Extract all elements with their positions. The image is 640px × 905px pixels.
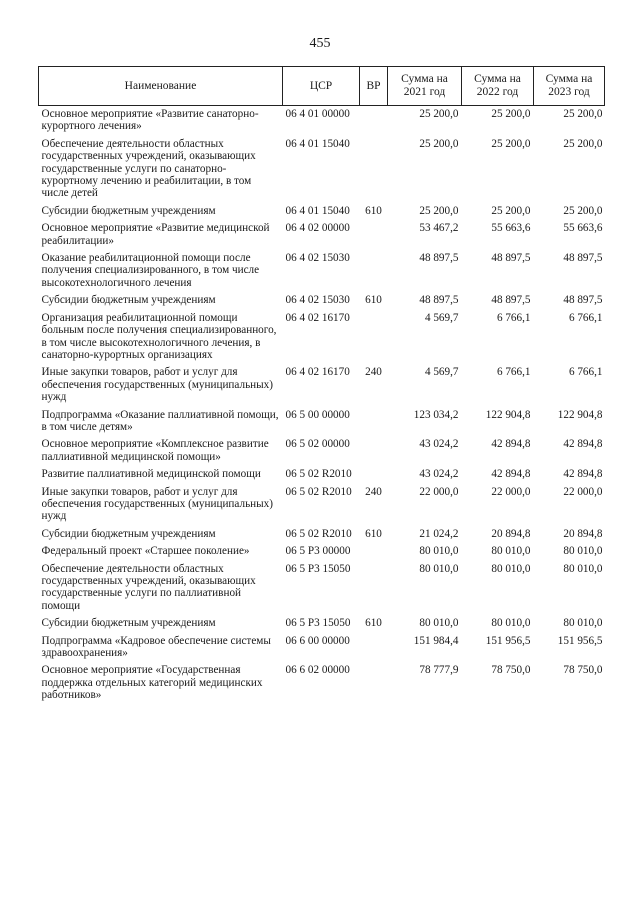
row-vr-cell xyxy=(360,563,388,618)
row-csr-cell: 06 4 02 16170 xyxy=(285,311,350,324)
row-2023-cell: 6 766,1 xyxy=(568,366,603,379)
row-2023-cell: 20 894,8 xyxy=(563,527,603,540)
row-vr-cell xyxy=(360,545,388,562)
column-header-csr: ЦСР xyxy=(283,67,360,106)
row-name-cell: Обеспечение деятельности областных государственных учреждений, оказывающих государственные услуги по паллиативной помощи xyxy=(41,562,256,612)
row-vr-cell: 610 xyxy=(365,204,382,217)
column-header-2021: Сумма на 2021 год xyxy=(388,67,462,106)
row-2022-cell: 78 750,0 xyxy=(491,664,531,677)
row-2021-cell: 123 034,2 xyxy=(413,408,459,421)
row-csr-cell: 06 4 02 16170 xyxy=(285,366,350,379)
table-row xyxy=(39,366,605,408)
row-vr-cell xyxy=(360,664,388,706)
row-csr-cell: 06 5 P3 15050 xyxy=(285,617,351,630)
row-csr-cell: 06 5 00 00000 xyxy=(285,408,350,421)
row-csr-cell: 06 6 02 00000 xyxy=(285,664,350,677)
row-vr-cell xyxy=(360,468,388,485)
table-row xyxy=(39,205,605,222)
row-2021-cell: 4 569,7 xyxy=(424,311,459,324)
row-vr-cell xyxy=(360,438,388,468)
row-csr-cell: 06 6 00 00000 xyxy=(285,634,350,647)
row-vr-cell xyxy=(360,252,388,294)
row-name-cell: Субсидии бюджетным учреждениям xyxy=(41,294,216,307)
row-2022-cell: 42 894,8 xyxy=(491,438,531,451)
row-name-cell: Организация реабилитационной помощи больным после получения специализированного, в том числе высокотехнологичного лечения, в санаторно-курортных организациях xyxy=(41,311,277,361)
row-name-cell: Подпрограмма «Оказание паллиативной помощи, в том числе детям» xyxy=(41,408,279,433)
row-2022-cell: 25 200,0 xyxy=(491,204,531,217)
row-2022-cell: 25 200,0 xyxy=(491,137,531,150)
row-2022-cell: 48 897,5 xyxy=(491,252,531,265)
row-csr-cell: 06 5 P3 00000 xyxy=(285,545,351,558)
row-2021-cell: 80 010,0 xyxy=(419,562,459,575)
row-csr-cell: 06 5 02 R2010 xyxy=(285,527,352,540)
row-2022-cell: 48 897,5 xyxy=(491,294,531,307)
row-2022-cell: 6 766,1 xyxy=(496,311,531,324)
row-2023-cell: 42 894,8 xyxy=(563,438,603,451)
row-vr-cell xyxy=(360,635,388,665)
page-number: 455 xyxy=(309,36,331,51)
row-2022-cell: 80 010,0 xyxy=(491,562,531,575)
row-2021-cell: 22 000,0 xyxy=(419,485,459,498)
row-name-cell: Обеспечение деятельности областных государственных учреждений, оказывающих государственные услуги по санаторно-курортному лечению и реабилитации, в том числе детей xyxy=(41,137,256,200)
row-2023-cell: 25 200,0 xyxy=(563,137,603,150)
table-header-row xyxy=(39,67,605,106)
row-vr-cell: 610 xyxy=(365,617,382,630)
row-csr-cell: 06 4 01 00000 xyxy=(285,108,350,120)
row-2022-cell: 25 200,0 xyxy=(491,108,531,120)
column-header-2023: Сумма на 2023 год xyxy=(534,67,605,106)
row-2022-cell: 151 956,5 xyxy=(485,634,531,647)
row-2022-cell: 42 894,8 xyxy=(491,468,531,481)
row-csr-cell: 06 5 02 R2010 xyxy=(285,468,352,481)
row-name-cell: Основное мероприятие «Развитие медицинской реабилитации» xyxy=(41,222,270,247)
table-row xyxy=(39,294,605,311)
column-header-2022: Сумма на 2022 год xyxy=(462,67,534,106)
row-2023-cell: 80 010,0 xyxy=(563,545,603,558)
row-name-cell: Субсидии бюджетным учреждениям xyxy=(41,527,216,540)
row-name-cell: Основное мероприятие «Комплексное развитие паллиативной медицинской помощи» xyxy=(41,438,269,463)
row-2023-cell: 22 000,0 xyxy=(563,485,603,498)
table-row xyxy=(39,617,605,634)
table-row xyxy=(39,312,605,367)
row-2023-cell: 48 897,5 xyxy=(563,294,603,307)
column-header-name: Наименование xyxy=(39,67,283,106)
row-name-cell: Подпрограмма «Кадровое обеспечение системы здравоохранения» xyxy=(41,634,271,660)
row-vr-cell xyxy=(360,222,388,252)
table-row xyxy=(39,252,605,294)
row-vr-cell: 610 xyxy=(365,527,382,540)
table-row xyxy=(39,545,605,562)
row-2022-cell: 22 000,0 xyxy=(491,485,531,498)
row-2021-cell: 80 010,0 xyxy=(419,617,459,630)
row-name-cell: Иные закупки товаров, работ и услуг для обеспечения государственных (муниципальных) нужд xyxy=(41,366,273,404)
row-name-cell: Субсидии бюджетным учреждениям xyxy=(41,204,216,217)
row-2023-cell: 25 200,0 xyxy=(563,108,603,120)
row-2023-cell: 151 956,5 xyxy=(557,634,603,647)
row-2021-cell: 43 024,2 xyxy=(419,438,459,451)
row-csr-cell: 06 5 02 00000 xyxy=(285,438,350,451)
row-2022-cell: 6 766,1 xyxy=(496,366,531,379)
row-name-cell: Основное мероприятие «Развитие санаторно-курортного лечения» xyxy=(41,108,259,133)
table-body xyxy=(39,106,605,707)
row-2022-cell: 80 010,0 xyxy=(491,545,531,558)
row-vr-cell xyxy=(360,312,388,367)
table-row xyxy=(39,138,605,205)
row-vr-cell: 240 xyxy=(365,485,382,498)
row-vr-cell xyxy=(360,106,388,138)
row-2023-cell: 80 010,0 xyxy=(563,562,603,575)
row-2023-cell: 122 904,8 xyxy=(557,408,603,421)
row-2023-cell: 48 897,5 xyxy=(563,252,603,265)
row-2023-cell: 78 750,0 xyxy=(563,664,603,677)
row-2021-cell: 151 984,4 xyxy=(413,634,459,647)
column-header-vr: ВР xyxy=(360,67,388,106)
row-csr-cell: 06 4 01 15040 xyxy=(285,204,350,217)
row-name-cell: Федеральный проект «Старшее поколение» xyxy=(41,545,250,558)
row-2021-cell: 78 777,9 xyxy=(419,664,459,677)
row-name-cell: Оказание реабилитационной помощи после получения специализированного, в том числе высокотехнологичного лечения xyxy=(41,252,260,289)
table-row xyxy=(39,438,605,468)
row-vr-cell: 240 xyxy=(365,366,382,379)
row-name-cell: Субсидии бюджетным учреждениям xyxy=(41,617,216,630)
row-name-cell: Иные закупки товаров, работ и услуг для обеспечения государственных (муниципальных) нужд xyxy=(41,485,273,523)
row-2023-cell: 25 200,0 xyxy=(563,204,603,217)
row-2023-cell: 80 010,0 xyxy=(563,617,603,630)
row-2021-cell: 25 200,0 xyxy=(419,137,459,150)
table-row xyxy=(39,486,605,528)
row-2021-cell: 80 010,0 xyxy=(419,545,459,558)
row-2021-cell: 48 897,5 xyxy=(419,252,459,265)
table-row xyxy=(39,635,605,665)
row-vr-cell: 610 xyxy=(365,294,382,307)
row-2021-cell: 25 200,0 xyxy=(419,108,459,120)
row-2021-cell: 4 569,7 xyxy=(424,366,459,379)
row-2023-cell: 42 894,8 xyxy=(563,468,603,481)
row-2022-cell: 122 904,8 xyxy=(485,408,531,421)
table-row xyxy=(39,563,605,618)
row-vr-cell xyxy=(360,138,388,205)
budget-table xyxy=(38,66,605,707)
table-row xyxy=(39,468,605,485)
row-2022-cell: 80 010,0 xyxy=(491,617,531,630)
row-csr-cell: 06 4 01 15040 xyxy=(285,137,350,150)
row-2021-cell: 53 467,2 xyxy=(419,222,459,235)
row-csr-cell: 06 4 02 15030 xyxy=(285,294,350,307)
table-row xyxy=(39,106,605,138)
row-vr-cell xyxy=(360,409,388,439)
row-csr-cell: 06 4 02 00000 xyxy=(285,222,350,235)
row-csr-cell: 06 4 02 15030 xyxy=(285,252,350,265)
row-2023-cell: 55 663,6 xyxy=(563,222,603,235)
row-2021-cell: 43 024,2 xyxy=(419,468,459,481)
row-2021-cell: 25 200,0 xyxy=(419,204,459,217)
row-2022-cell: 20 894,8 xyxy=(491,527,531,540)
row-name-cell: Основное мероприятие «Государственная поддержка отдельных категорий медицинских работников» xyxy=(41,664,263,702)
row-2023-cell: 6 766,1 xyxy=(568,311,603,324)
row-2021-cell: 48 897,5 xyxy=(419,294,459,307)
table-row xyxy=(39,409,605,439)
row-csr-cell: 06 5 02 R2010 xyxy=(285,485,352,498)
row-csr-cell: 06 5 P3 15050 xyxy=(285,562,351,575)
table-row xyxy=(39,664,605,706)
table-row xyxy=(39,222,605,252)
table-row xyxy=(39,528,605,545)
row-name-cell: Развитие паллиативной медицинской помощи xyxy=(41,468,261,481)
row-2022-cell: 55 663,6 xyxy=(491,222,531,235)
row-2021-cell: 21 024,2 xyxy=(419,527,459,540)
